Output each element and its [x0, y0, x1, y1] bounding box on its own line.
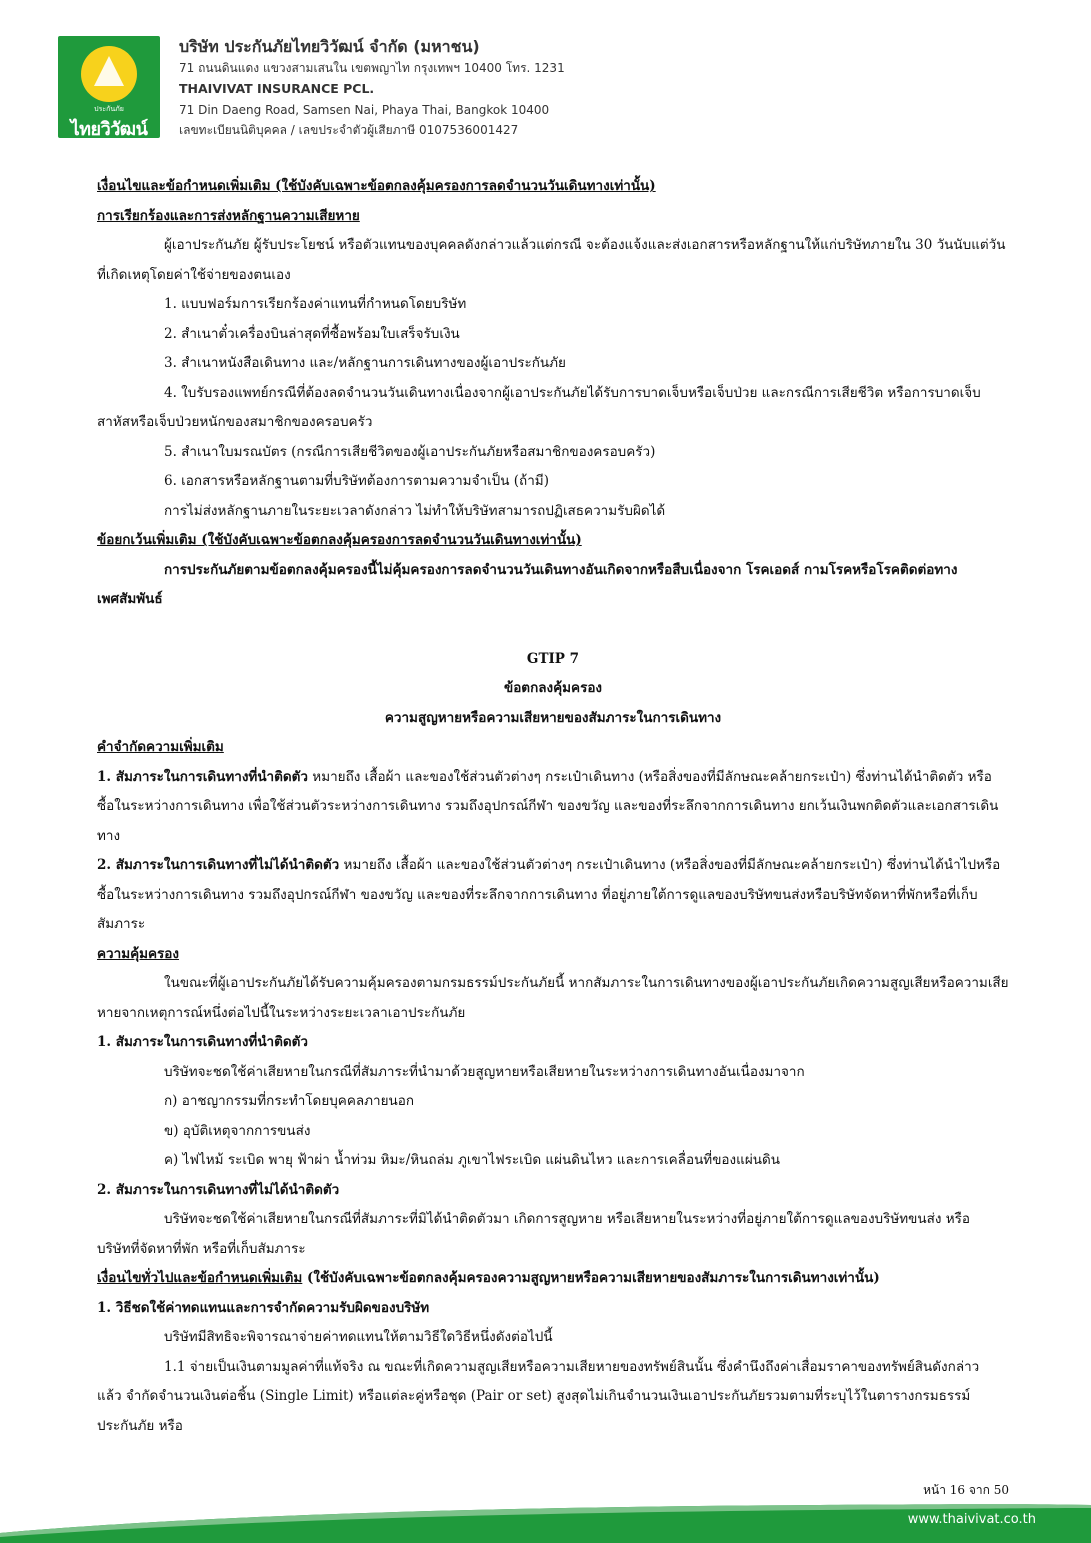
section-heading: ความคุ้มครอง [97, 945, 180, 962]
section-heading [97, 1264, 1009, 1294]
footer-band [0, 1499, 1091, 1543]
paragraph: ผู้เอาประกันภัย ผู้รับประโยชน์ หรือตัวแทนของบุคคลดังกล่าวแล้วแต่กรณี จะต้องแจ้งและส่งเอกสารหรือหลักฐานให้แก่บริษัทภายใน 30 วันนับแต่วันที่เกิดเหตุโดยค่าใช้จ่ายของตนเอง [97, 237, 1006, 283]
paragraph: การประกันภัยตามข้อตกลงคุ้มครองนี้ไม่คุ้มครองการลดจำนวนวันเดินทางอันเกิดจากหรือสืบเนื่องจาก โรคเอดส์ กามโรคหรือโรคติดต่อทาง [164, 561, 958, 578]
page-number: หน้า 16 จาก 50 [923, 1483, 1009, 1497]
subsection-heading: 1. สัมภาระในการเดินทางที่นำติดตัว [97, 1034, 309, 1050]
address-en: 71 Din Daeng Road, Samsen Nai, Phaya Thai, Bangkok 10400 [179, 103, 550, 117]
list-item: ข) อุบัติเหตุจากการขนส่ง [164, 1122, 311, 1139]
paragraph: การไม่ส่งหลักฐานภายในระยะเวลาดังกล่าว ไม่ทำให้บริษัทสามารถปฏิเสธความรับผิดได้ [164, 502, 666, 519]
definition-term: 2. สัมภาระในการเดินทางที่ไม่ได้นำติดตัว [97, 857, 340, 873]
list-item-continuation: สาหัสหรือเจ็บป่วยหนักของสมาชิกของครอบครัว [97, 414, 373, 430]
section-heading-underlined: เงื่อนไขทั่วไปและข้อกำหนดเพิ่มเติม [97, 1270, 303, 1286]
temple-roof-icon [94, 56, 124, 86]
company-name-en: THAIVIVAT INSURANCE PCL. [179, 81, 375, 96]
coverage-subtitle: ความสูญหายหรือความเสียหายของสัมภาระในการเดินทาง [384, 709, 722, 726]
section-heading: คำจำกัดความเพิ่มเติม [97, 739, 224, 755]
definition-text: หมายถึง เสื้อผ้า และของใช้ส่วนตัวต่างๆ กระเป๋าเดินทาง (หรือสิ่งของที่มีลักษณะคล้ายกระเป๋า) ซึ่งท่านได้นำไปหรือซื้อในระหว่างการเดินทาง รวมถึงอุปกรณ์กีฬา ของขวัญ และของที่ระลึกจากการเดินทาง ที่อยู่ภายใต้การดูแลของบริษัทขนส่งหรือบริษัทจัดหาที่พักหรือที่เก็บสัมภาระ [97, 857, 1001, 932]
definition [97, 851, 1009, 940]
section-heading: เงื่อนไขและข้อกำหนดเพิ่มเติม (ใช้บังคับเฉพาะข้อตกลงคุ้มครองการลดจำนวนวันเดินทางเท่านั้น) [97, 178, 656, 194]
list-item: 1.1 จ่ายเป็นเงินตามมูลค่าที่แท้จริง ณ ขณะที่เกิดความสูญเสียหรือความเสียหายของทรัพย์สินนั้น ซึ่งคำนึงถึงค่าเสื่อมราคาของทรัพย์สินดังกล่าว [164, 1358, 980, 1375]
definition [97, 763, 1009, 852]
paragraph: บริษัทจะชดใช้ค่าเสียหายในกรณีที่สัมภาระที่นำมาด้วยสูญหายหรือเสียหายในระหว่างการเดินทางอันเนื่องมาจาก [164, 1063, 805, 1080]
list-item: 4. ใบรับรองแพทย์กรณีที่ต้องลดจำนวนวันเดินทางเนื่องจากผู้เอาประกันภัยได้รับการบาดเจ็บหรือเจ็บป่วย และกรณีการเสียชีวิต หรือการบาดเจ็บ [164, 384, 981, 401]
coverage-code: GTIP 7 [526, 650, 580, 667]
paragraph: บริษัทมีสิทธิจะพิจารณาจ่ายค่าทดแทนให้ตามวิธีใดวิธีหนึ่งดังต่อไปนี้ [164, 1329, 553, 1345]
list-item: 3. สำเนาหนังสือเดินทาง และ/หลักฐานการเดินทางของผู้เอาประกันภัย [164, 355, 566, 371]
list-item-continuation: แล้ว จำกัดจำนวนเงินต่อชิ้น (Single Limit) หรือแต่ละคู่หรือชุด (Pair or set) สูงสุดไม่เกินจำนวนเงินเอาประกันภัยรวมตามที่ระบุไว้ในตารางกรมธรรม์ [97, 1388, 971, 1404]
definition-text: หมายถึง เสื้อผ้า และของใช้ส่วนตัวต่างๆ กระเป๋าเดินทาง (หรือสิ่งของที่มีลักษณะคล้ายกระเป๋า) ซึ่งท่านได้นำติดตัว หรือซื้อในระหว่างการเดินทาง เพื่อใช้ส่วนตัวระหว่างการเดินทาง รวมถึงอุปกรณ์กีฬา ของขวัญ และของที่ระลึกจากการเดินทาง ยกเว้นเงินพกติดตัวและเอกสารเดินทาง [97, 768, 999, 844]
section-heading-rest: (ใช้บังคับเฉพาะข้อตกลงคุ้มครองความสูญหายหรือความเสียหายของสัมภาระในการเดินทางเท่านั้น) [302, 1270, 880, 1286]
logo-caption: ประกันภัย [94, 105, 124, 113]
document-body [97, 172, 1009, 1441]
subsection-heading: 1. วิธีชดใช้ค่าทดแทนและการจำกัดความรับผิดของบริษัท [97, 1299, 430, 1316]
company-name-th: บริษัท ประกันภัยไทยวิวัฒน์ จำกัด (มหาชน) [179, 37, 480, 56]
coverage-title: ข้อตกลงคุ้มครอง [503, 680, 603, 696]
list-item: ค) ไฟไหม้ ระเบิด พายุ ฟ้าผ่า น้ำท่วม หิมะ/หินถล่ม ภูเขาไฟระเบิด แผ่นดินไหว และการเคลื่อนที่ของแผ่นดิน [164, 1152, 780, 1168]
address-th: 71 ถนนดินแดง แขวงสามเสนใน เขตพญาไท กรุงเทพฯ 10400 โทร. 1231 [179, 61, 565, 75]
list-item: 1. แบบฟอร์มการเรียกร้องค่าแทนที่กำหนดโดยบริษัท [164, 296, 467, 312]
website-link[interactable]: www.thaivivat.co.th [907, 1512, 1036, 1527]
registration-number: เลขทะเบียนนิติบุคคล / เลขประจำตัวผู้เสียภาษี 0107536001427 [179, 123, 519, 137]
paragraph: ในขณะที่ผู้เอาประกันภัยได้รับความคุ้มครองตามกรมธรรม์ประกันภัยนี้ หากสัมภาระในการเดินทางของผู้เอาประกันภัยเกิดความสูญเสียหรือความเสียหายจากเหตุการณ์หนึ่งต่อไปนี้ในระหว่างระยะเวลาเอาประกันภัย [97, 975, 1009, 1021]
subsection-heading: 2. สัมภาระในการเดินทางที่ไม่ได้นำติดตัว [97, 1181, 340, 1198]
paragraph-continuation: เพศสัมพันธ์ [97, 591, 163, 607]
list-item: ก) อาชญากรรมที่กระทำโดยบุคคลภายนอก [164, 1093, 415, 1109]
definition-term: 1. สัมภาระในการเดินทางที่นำติดตัว [97, 768, 309, 785]
paragraph: บริษัทจะชดใช้ค่าเสียหายในกรณีที่สัมภาระที่มิได้นำติดตัวมา เกิดการสูญหาย หรือเสียหายในระหว่างที่อยู่ภายใต้การดูแลของบริษัทขนส่ง หรือ [164, 1211, 970, 1227]
company-info [179, 36, 565, 140]
list-item: 5. สำเนาใบมรณบัตร (กรณีการเสียชีวิตของผู้เอาประกันภัยหรือสมาชิกของครอบครัว) [164, 443, 656, 460]
company-logo [58, 36, 160, 138]
section-heading: ข้อยกเว้นเพิ่มเติม (ใช้บังคับเฉพาะข้อตกลงคุ้มครองการลดจำนวนวันเดินทางเท่านั้น) [97, 532, 582, 548]
list-item-continuation: ประกันภัย หรือ [97, 1417, 183, 1434]
section-heading: การเรียกร้องและการส่งหลักฐานความเสียหาย [97, 207, 360, 224]
letterhead [58, 36, 758, 140]
logo-brand: ไทยวิวัฒน์ [70, 119, 148, 138]
list-item: 2. สำเนาตั๋วเครื่องบินล่าสุดที่ซื้อพร้อมใบเสร็จรับเงิน [164, 325, 460, 342]
list-item: 6. เอกสารหรือหลักฐานตามที่บริษัทต้องการตามความจำเป็น (ถ้ามี) [164, 473, 549, 489]
paragraph-continuation: บริษัทที่จัดหาที่พัก หรือที่เก็บสัมภาระ [97, 1240, 306, 1257]
